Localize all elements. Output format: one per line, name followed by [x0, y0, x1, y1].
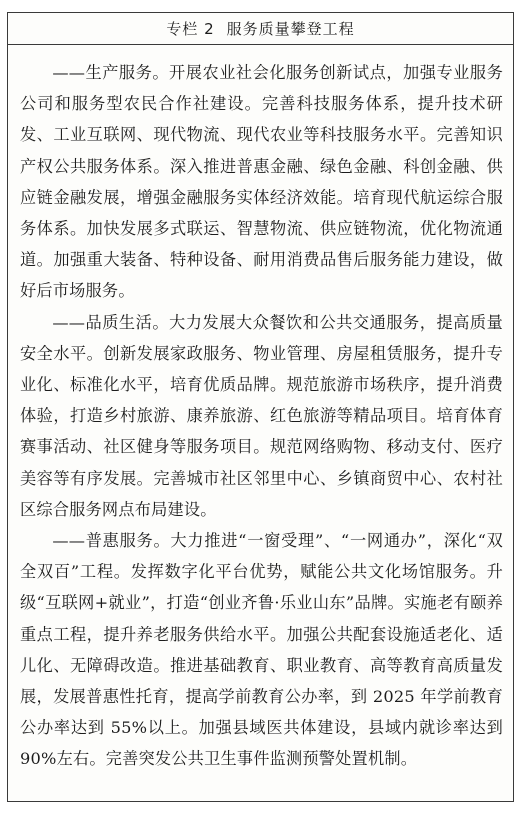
paragraph-inclusive-services: ——普惠服务。大力推进“一窗受理”、“一网通办”，深化“双全双百”工程。发挥数字化平台优势，赋能公共文化场馆服务。升级“互联网+就业”，打造“创业齐鲁·乐业山东”品牌。实施老有颐养重点工程，提升养老服务供给水平。加强公共配套设施适老化、适儿化、无障碍改造。推进基础教育、职业教育、高等教育高质量发展，发展普惠性托育，提高学前教育公办率，到 2025 年学前教育公办率达到 55%以上。加强县域医共体建设，县域内就诊率达到 90%左右。完善突发公共卫生事件监测预警处置机制。 — [20, 531, 503, 769]
column-heading: 服务质量攀登工程 — [226, 20, 355, 38]
column-number: 专栏 2 — [166, 20, 215, 38]
column-body — [8, 45, 513, 775]
paragraph-production-services: ——生产服务。开展农业社会化服务创新试点，加强专业服务公司和服务型农民合作社建设。完善科技服务体系，提升技术研发、工业互联网、现代物流、现代农业等科技服务水平。完善知识产权公共服务体系。深入推进普惠金融、绿色金融、科创金融、供应链金融发展，增强金融服务实体经济效能。培育现代航运综合服务体系。加快发展多式联运、智慧物流、供应链物流，优化物流通道。加强重大装备、特种设备、耐用消费品售后服务能力建设，做好后市场服务。 — [20, 63, 503, 301]
column-title — [8, 13, 513, 45]
paragraph-quality-life: ——品质生活。大力发展大众餐饮和公共交通服务，提高质量安全水平。创新发展家政服务、物业管理、房屋租赁服务，提升专业化、标准化水平，培育优质品牌。规范旅游市场秩序，提升消费体验，打造乡村旅游、康养旅游、红色旅游等精品项目。培育体育赛事活动、社区健身等服务项目。规范网络购物、移动支付、医疗美容等有序发展。完善城市社区邻里中心、乡镇商贸中心、农村社区综合服务网点布局建设。 — [20, 312, 503, 519]
column-box — [7, 12, 514, 802]
